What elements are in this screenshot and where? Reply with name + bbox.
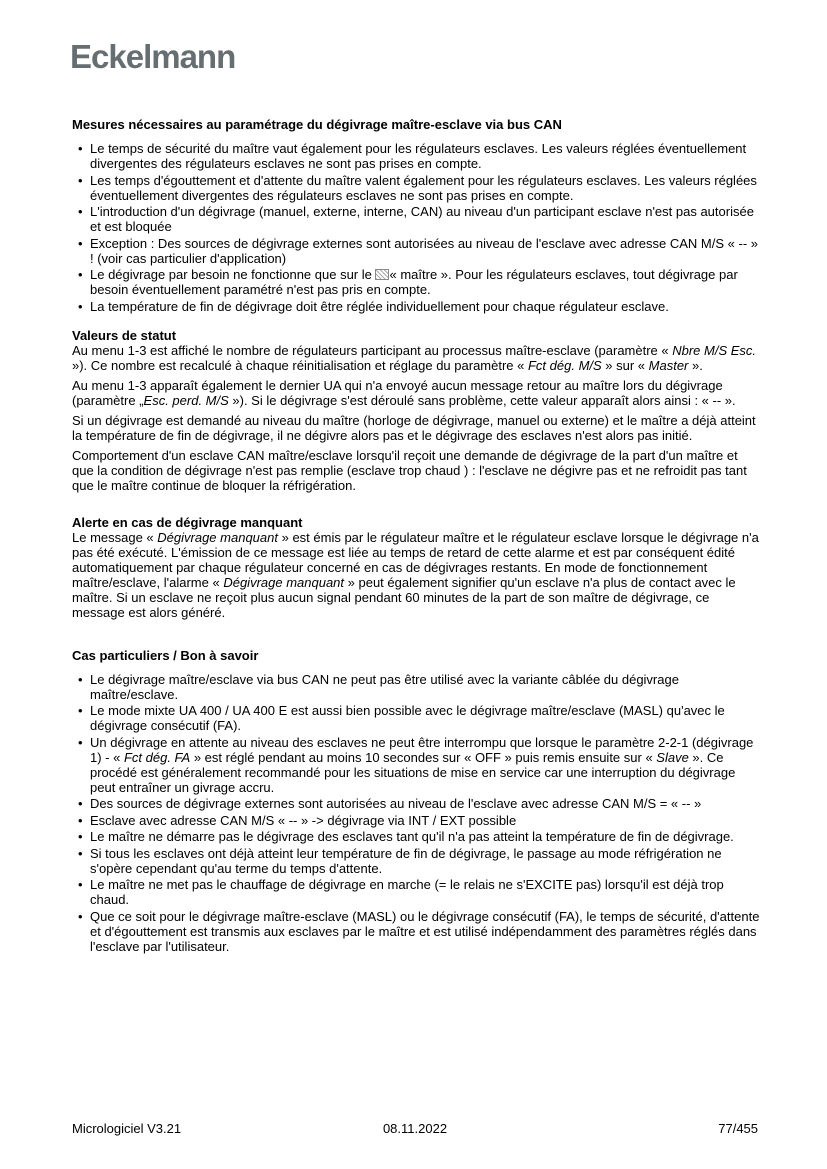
list-item	[72, 813, 762, 828]
list-item-text: Le mode mixte UA 400 / UA 400 E est aussi bien possible avec le dégivrage maître/esclave (MASL) qu'avec le dégivrage consécutif (FA).	[90, 703, 725, 733]
footer-version: Micrologiciel V3.21	[72, 1121, 182, 1136]
paragraph: Au menu 1-3 est affiché le nombre de régulateurs participant au processus maître-esclave (paramètre « Nbre M/S Esc. »). Ce nombre est recalculé à chaque réinitialisation et réglage du paramètre « Fct dég. M/S » sur « Master ».	[72, 342, 757, 373]
list-item	[72, 672, 762, 702]
eckelmann-logo: Eckelmann	[70, 38, 236, 75]
paragraph: Si un dégivrage est demandé au niveau du maître (horloge de dégivrage, manuel ou externe) et le maître a déjà atteint la température de fin de dégivrage, il ne dégivre alors pas et le dégivrage des esclaves n'est alors pas initié.	[72, 412, 756, 443]
list-item-text: La température de fin de dégivrage doit être réglée individuellement pour chaque régulateur esclave.	[90, 298, 669, 314]
section-heading-cas: Cas particuliers / Bon à savoir	[72, 647, 259, 663]
list-item-text: Le dégivrage par besoin ne fonctionne que sur le « maître ». Pour les régulateurs esclaves, tout dégivrage par besoin éventuellement paramétré n'est pas pris en compte.	[90, 267, 738, 297]
section-heading-statut: Valeurs de statut	[72, 327, 177, 343]
alerte-paragraphs	[72, 530, 762, 620]
list-item	[72, 299, 762, 314]
list-item-text: Le temps de sécurité du maître vaut également pour les régulateurs esclaves. Les valeurs réglées éventuellement divergentes des régulateurs esclaves ne sont pas prises en compte.	[90, 141, 747, 171]
mesures-bullet-list	[72, 141, 762, 314]
list-item	[72, 796, 762, 811]
list-item	[72, 877, 762, 907]
list-item-text: Si tous les esclaves ont déjà atteint leur température de fin de dégivrage, le passage au mode réfrigération ne s'opère cependant qu'au terme du temps d'attente.	[90, 845, 722, 876]
list-item	[72, 267, 762, 297]
list-item-text: Esclave avec adresse CAN M/S « -- » -> dégivrage via INT / EXT possible	[90, 812, 517, 828]
list-item	[72, 204, 762, 234]
footer-date: 08.11.2022	[382, 1121, 448, 1136]
list-item	[72, 829, 762, 844]
page-footer	[72, 1121, 758, 1136]
list-item-text: Les temps d'égouttement et d'attente du maître valent également pour les régulateurs esclaves. Les valeurs réglées éventuellement divergentes des régulateurs esclaves ne sont pas prises en compte.	[90, 172, 757, 203]
cas-bullet-list	[72, 672, 762, 954]
section-heading-mesures: Mesures nécessaires au paramétrage du dégivrage maître-esclave via bus CAN	[72, 117, 562, 132]
list-item	[72, 846, 762, 876]
list-item	[72, 236, 762, 266]
inline-image-icon	[375, 269, 389, 280]
statut-paragraphs	[72, 343, 762, 493]
paragraph: Le message « Dégivrage manquant » est émis par le régulateur maître et le régulateur esclave lorsque le dégivrage n'a pas été exécuté. L'émission de ce message est liée au temps de retard de cette alarme et est par conséquent édité automatiquement par chaque régulateur concerné en cas de dégivrages restants. En mode de fonctionnement maître/esclave, l'alarme « Dégivrage manquant » peut également signifier qu'un esclave n'a plus de contact avec le maître. Si un esclave ne reçoit plus aucun signal pendant 60 minutes de la part de son maître de dégivrage, ce message est alors généré.	[72, 529, 759, 620]
paragraph: Au menu 1-3 apparaît également le dernier UA qui n'a envoyé aucun message retour au maître lors du dégivrage (paramètre „Esc. perd. M/S »). Si le dégivrage s'est déroulé sans problème, cette valeur apparaît alors ainsi : « -- ».	[72, 377, 736, 408]
list-item-text: Le dégivrage maître/esclave via bus CAN ne peut pas être utilisé avec la variante câblée du dégivrage maître/esclave.	[90, 671, 679, 702]
list-item-text: Des sources de dégivrage externes sont autorisées au niveau de l'esclave avec adresse CAN M/S = « -- »	[90, 796, 702, 811]
list-item	[72, 735, 762, 795]
list-item-text: Le maître ne démarre pas le dégivrage des esclaves tant qu'il n'a pas atteint la température de fin de dégivrage.	[90, 829, 734, 844]
list-item	[72, 173, 762, 203]
page-content	[72, 117, 762, 955]
list-item-text: Que ce soit pour le dégivrage maître-esclave (MASL) ou le dégivrage consécutif (FA), le temps de sécurité, d'attente et d'égouttement est transmis aux esclaves par le maître et est utilisé indépendamment des paramètres réglés dans l'esclave par l'utilisateur.	[90, 908, 760, 954]
list-item-text: L'introduction d'un dégivrage (manuel, externe, interne, CAN) au niveau d'un participant esclave n'est pas autorisée et est bloquée	[90, 204, 754, 234]
list-item	[72, 141, 762, 171]
list-item-text: Le maître ne met pas le chauffage de dégivrage en marche (= le relais ne s'EXCITE pas) lorsqu'il est déjà trop chaud.	[90, 877, 724, 907]
paragraph: Comportement d'un esclave CAN maître/esclave lorsqu'il reçoit une demande de dégivrage de la part d'un maître et que la condition de dégivrage n'est pas remplie (esclave trop chaud ) : l'esclave ne dégivre pas et ne refroidit pas tant que le maître continue de bloquer la réfrigération.	[72, 447, 747, 493]
list-item	[72, 703, 762, 733]
footer-page-number: 77/455	[718, 1121, 759, 1136]
list-item	[72, 909, 762, 954]
list-item-text: Un dégivrage en attente au niveau des esclaves ne peut être interrompu que lorsque le paramètre 2-2-1 (dégivrage 1) - « Fct dég. FA » est réglé pendant au moins 10 secondes sur « OFF » puis remis ensuite sur « Slave ». Ce procédé est généralement recommandé pour les situations de mise en service car une interruption du dégivrage peut entraîner un givrage accru.	[90, 734, 754, 795]
list-item-text: Exception : Des sources de dégivrage externes sont autorisées au niveau de l'esclave avec adresse CAN M/S « -- » ! (voir cas particulier d'application)	[90, 235, 758, 266]
section-heading-alerte: Alerte en cas de dégivrage manquant	[72, 514, 303, 530]
